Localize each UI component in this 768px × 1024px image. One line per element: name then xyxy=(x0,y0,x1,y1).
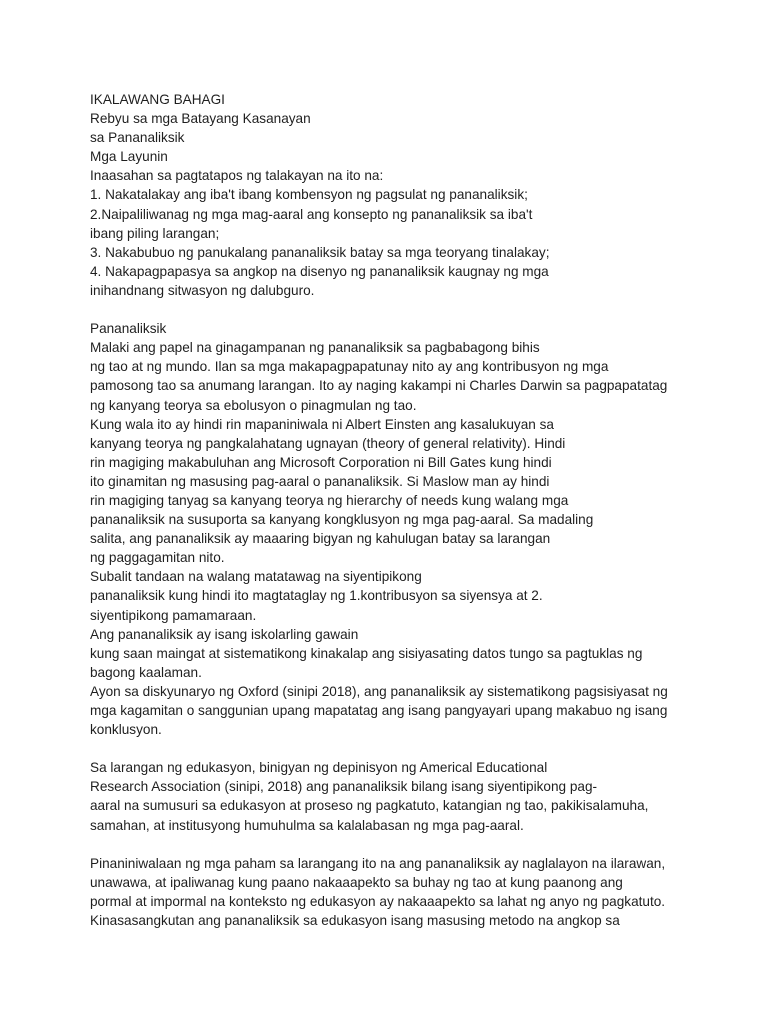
paragraph-gap xyxy=(90,300,730,319)
body-line: kung saan maingat at sistematikong kinakalap ang sisiyasating datos tungo sa pagtuklas ng xyxy=(90,645,643,661)
body-line: siyentipikong pamamaraan. xyxy=(90,607,257,623)
body-line: ng tao at ng mundo. Ilan sa mga makapagpapatunay nito ay ang kontribusyon ng mga xyxy=(90,359,609,375)
body-line: konklusyon. xyxy=(90,722,162,738)
body-line: Pinaniniwalaan ng mga paham sa larangang ito na ang pananaliksik ay naglalayon na ilarawan, xyxy=(90,855,666,871)
objectives-intro: Inaasahan sa pagtatapos ng talakayan na ito na: xyxy=(90,168,384,184)
body-line: pormal at impormal na konteksto ng edukasyon ay nakaaapekto sa lahat ng anyo ng pagkatuto. xyxy=(90,893,666,909)
objective-item: ibang piling larangan; xyxy=(90,225,220,241)
body-line: Malaki ang papel na ginagampanan ng pananaliksik sa pagbabagong bihis xyxy=(90,340,540,356)
section-subtitle-line-1: Rebyu sa mga Batayang Kasanayan xyxy=(90,111,311,127)
body-line: Kung wala ito ay hindi rin mapaniniwala ni Albert Einsten ang kasalukuyan sa xyxy=(90,416,554,432)
body-line: Research Association (sinipi, 2018) ang pananaliksik bilang isang siyentipikong pag- xyxy=(90,779,598,795)
body-line: ng kanyang teorya sa ebolusyon o pinagmulan ng tao. xyxy=(90,397,417,413)
objective-item: 3. Nakabubuo ng panukalang pananaliksik batay sa mga teoryang tinalakay; xyxy=(90,244,550,260)
body-line: ng paggagamitan nito. xyxy=(90,550,225,566)
paragraph-gap xyxy=(90,739,730,758)
body-line: aaral na sumusuri sa edukasyon at proseso ng pagkatuto, katangian ng tao, pakikisalamuha, xyxy=(90,798,649,814)
body-line: salita, ang pananaliksik ay maaaring bigyan ng kahulugan batay sa larangan xyxy=(90,531,551,547)
body-line: Kinasasangkutan ang pananaliksik sa edukasyon isang masusing metodo na angkop sa xyxy=(90,913,620,929)
objectives-heading: Mga Layunin xyxy=(90,149,168,165)
body-line: Sa larangan ng edukasyon, binigyan ng depinisyon ng Americal Educational xyxy=(90,760,548,776)
body-line: ito ginamitan ng masusing pag-aaral o pananaliksik. Si Maslow man ay hindi xyxy=(90,473,550,489)
body-line: Ang pananaliksik ay isang iskolarling gawain xyxy=(90,626,359,642)
body-line: unawawa, at ipaliwanag kung paano nakaaapekto sa buhay ng tao at kung paanong ang xyxy=(90,874,623,890)
body-line: rin magiging makabuluhan ang Microsoft Corporation ni Bill Gates kung hindi xyxy=(90,454,552,470)
objective-item: 2.Naipaliliwanag ng mga mag-aaral ang konsepto ng pananaliksik sa iba't xyxy=(90,206,533,222)
body-line: samahan, at institusyong humuhulma sa kalalabasan ng mga pag-aaral. xyxy=(90,817,524,833)
objective-item: 4. Nakapagpapasya sa angkop na disenyo ng pananaliksik kaugnay ng mga xyxy=(90,263,549,279)
document-page xyxy=(90,90,730,930)
pananaliksik-heading: Pananaliksik xyxy=(90,321,167,337)
body-line: rin magiging tanyag sa kanyang teorya ng hierarchy of needs kung walang mga xyxy=(90,492,569,508)
objective-item: inihandnang sitwasyon ng dalubguro. xyxy=(90,282,315,298)
objective-item: 1. Nakatalakay ang iba't ibang kombensyon ng pagsulat ng pananaliksik; xyxy=(90,187,528,203)
body-line: pananaliksik kung hindi ito magtataglay ng 1.kontribusyon sa siyensya at 2. xyxy=(90,588,543,604)
body-line: Subalit tandaan na walang matatawag na siyentipikong xyxy=(90,569,422,585)
body-line: pamosong tao sa anumang larangan. Ito ay naging kakampi ni Charles Darwin sa pagpapatatag xyxy=(90,378,668,394)
body-line: bagong kaalaman. xyxy=(90,664,202,680)
body-line: pananaliksik na susuporta sa kanyang kongklusyon ng mga pag-aaral. Sa madaling xyxy=(90,512,594,528)
body-line: kanyang teorya ng pangkalahatang ugnayan (theory of general relativity). Hindi xyxy=(90,435,566,451)
section-subtitle-line-2: sa Pananaliksik xyxy=(90,130,185,146)
body-line: Ayon sa diskyunaryo ng Oxford (sinipi 2018), ang pananaliksik ay sistematikong pagsisiyasat ng xyxy=(90,683,668,699)
paragraph-gap xyxy=(90,835,730,854)
body-line: mga kagamitan o sanggunian upang mapatatag ang isang pangyayari upang makabuo ng isang xyxy=(90,703,668,718)
section-title: IKALAWANG BAHAGI xyxy=(90,92,225,107)
